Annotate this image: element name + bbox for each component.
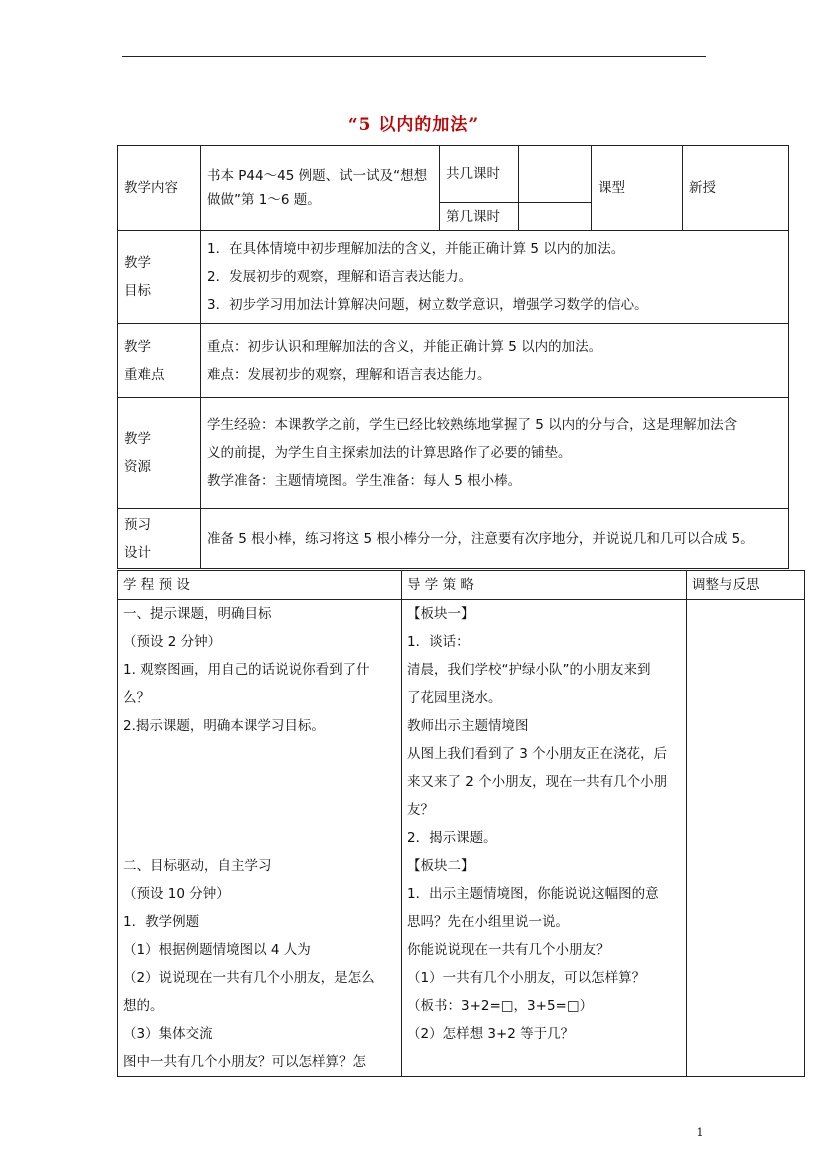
plan-line: 么？ xyxy=(123,690,150,706)
strategy-line: 1．谈话： xyxy=(407,634,470,650)
plan-line: （预设 10 分钟） xyxy=(123,886,230,902)
plan-line xyxy=(123,740,396,768)
plan-line: 一、提示课题，明确目标 xyxy=(123,606,272,622)
preview-content: 准备 5 根小棒，练习将这 5 根小棒分一分，注意要有次序地分，并说说几和几可以合成 5。 xyxy=(201,509,789,569)
plan-line: 图中一共有几个小朋友？可以怎样算？怎 xyxy=(123,1054,366,1070)
strategy-line: 友？ xyxy=(407,802,434,818)
strategy-line: 思吗？先在小组里说一说。 xyxy=(407,914,569,930)
resource-item: 教学准备：主题情境图。学生准备：每人 5 根小棒。 xyxy=(207,473,522,489)
lesson-type-label: 课型 xyxy=(592,146,683,231)
plan-line xyxy=(123,796,396,824)
plan-line: 想的。 xyxy=(123,998,164,1014)
key-points-content xyxy=(201,324,789,398)
lesson-plan-table xyxy=(117,570,805,1077)
strategy-line: 【板块二】 xyxy=(407,858,475,874)
resource-item: 学生经验：本课教学之前，学生已经比较熟练地掌握了 5 以内的分与合，这是理解加法含 xyxy=(207,417,738,433)
strategy-line: 【板块一】 xyxy=(407,606,475,622)
strategy-line: 从图上我们看到了 3 个小朋友正在浇花，后 xyxy=(407,746,668,762)
key-point-item: 重点：初步认识和理解加法的含义，并能正确计算 5 以内的加法。 xyxy=(207,338,603,355)
plan-line: 2.揭示课题，明确本课学习目标。 xyxy=(123,718,325,734)
strategy-line: （1）一共有几个小朋友，可以怎样算？ xyxy=(407,970,646,986)
plan-line: （1）根据例题情境图以 4 人为 xyxy=(123,942,311,958)
plan-line: 1. 观察图画，用自己的话说说你看到了什 xyxy=(123,662,370,678)
total-hours-label: 共几课时 xyxy=(440,146,519,203)
teaching-content-value: 书本 P44～45 例题、试一试及“想想做做”第 1～6 题。 xyxy=(201,146,440,231)
goals-label: 教学 目标 xyxy=(118,231,201,324)
header-rule xyxy=(122,56,706,57)
column-header-guidance-strategy: 导 学 策 略 xyxy=(402,571,687,600)
lesson-type-value: 新授 xyxy=(683,146,789,231)
strategy-line: 来又来了 2 个小朋友，现在一共有几个小朋 xyxy=(407,774,668,790)
strategy-line: （2）怎样想 3+2 等于几？ xyxy=(407,1026,575,1042)
goals-content xyxy=(201,231,789,324)
current-hour-value[interactable] xyxy=(519,203,592,231)
teaching-content-label: 教学内容 xyxy=(118,146,201,231)
preview-label: 预习 设计 xyxy=(118,509,201,569)
strategy-line: 清晨，我们学校“护绿小队”的小朋友来到 xyxy=(407,662,651,678)
goal-item: 1．在具体情境中初步理解加法的含义，并能正确计算 5 以内的加法。 xyxy=(207,241,625,257)
column-header-adjustment-reflection: 调整与反思 xyxy=(687,571,805,600)
strategy-line: 教师出示主题情境图 xyxy=(407,718,529,734)
goal-item: 3．初步学习用加法计算解决问题，树立数学意识，增强学习数学的信心。 xyxy=(207,297,648,313)
plan-line: 1．教学例题 xyxy=(123,914,200,930)
adjustment-reflection-cell[interactable] xyxy=(687,600,805,1077)
plan-line: （2）说说现在一共有几个小朋友，是怎么 xyxy=(123,970,375,986)
strategy-line: 了花园里浇水。 xyxy=(407,690,502,706)
plan-line: （预设 2 分钟） xyxy=(123,634,222,650)
total-hours-value[interactable] xyxy=(519,146,592,203)
key-point-item: 难点：发展初步的观察，理解和语言表达能力。 xyxy=(207,366,491,383)
resources-content xyxy=(201,398,789,509)
plan-line xyxy=(123,768,396,796)
plan-line: 二、目标驱动，自主学习 xyxy=(123,858,272,874)
resource-item: 义的前提，为学生自主探索加法的计算思路作了必要的铺垫。 xyxy=(207,445,572,461)
plan-line xyxy=(123,824,396,852)
learning-process-cell xyxy=(118,600,402,1077)
page-title: “5 以内的加法” xyxy=(347,115,480,135)
current-hour-label: 第几课时 xyxy=(440,203,519,231)
key-points-label: 教学 重难点 xyxy=(118,324,201,398)
plan-line: （3）集体交流 xyxy=(123,1026,213,1042)
resources-label: 教学 资源 xyxy=(118,398,201,509)
page-number: 1 xyxy=(696,1126,704,1139)
lesson-info-table xyxy=(117,145,789,569)
column-header-learning-process: 学 程 预 设 xyxy=(118,571,402,600)
guidance-strategy-cell xyxy=(402,600,687,1077)
strategy-line: 2．揭示课题。 xyxy=(407,830,497,846)
strategy-line: 你能说说现在一共有几个小朋友？ xyxy=(407,942,610,958)
goal-item: 2．发展初步的观察，理解和语言表达能力。 xyxy=(207,269,473,285)
strategy-line: 1．出示主题情境图，你能说说这幅图的意 xyxy=(407,886,659,902)
strategy-line: （板书：3+2=□，3+5=□） xyxy=(407,998,594,1014)
